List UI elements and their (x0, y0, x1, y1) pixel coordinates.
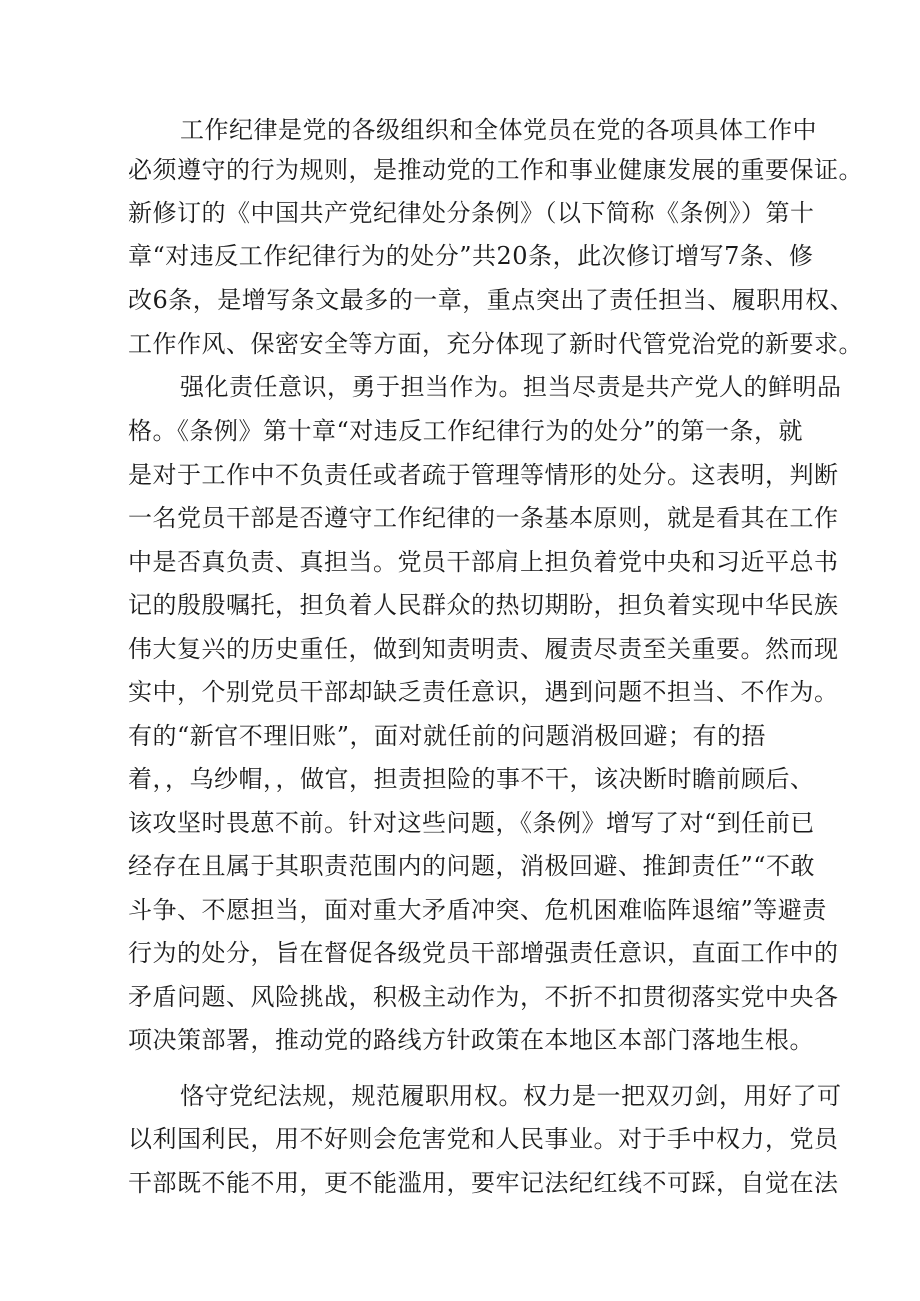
paragraph-2-line-6: 记的殷殷嘱托，担负着人民群众的热切期盼，担负着实现中华民族 (128, 591, 839, 619)
paragraph-2-line-16: 项决策部署，推动党的路线方针政策在本地区本部门落地生根。 (128, 1026, 814, 1054)
paragraph-2-line-4: 一名党员干部是否遵守工作纪律的一条基本原则，就是看其在工作 (128, 504, 839, 532)
paragraph-1-line-6: 工作作风、保密安全等方面，充分体现了新时代管党治党的新要求。 (128, 330, 863, 358)
paragraph-2-line-14: 行为的处分，旨在督促各级党员干部增强责任意识，直面工作中的 (128, 939, 839, 967)
paragraph-2-line-11: 该攻坚时畏葸不前。针对这些问题，《条例》增写了对“到任前已 (128, 809, 815, 837)
paragraph-2-line-1: 强化责任意识，勇于担当作为。担当尽责是共产党人的鲜明品 (180, 373, 842, 401)
paragraph-2-line-10: 着，，乌纱帽，，做官，担责担险的事不干，该决断时瞻前顾后、 (128, 765, 815, 793)
paragraph-1-line-2: 必须遵守的行为规则，是推动党的工作和事业健康发展的重要保证。 (128, 156, 863, 184)
paragraph-1-line-4: 章“对违反工作纪律行为的处分”共20条，此次修订增写7条、修 (128, 242, 814, 270)
paragraph-2-line-3: 是对于工作中不负责任或者疏于管理等情形的处分。这表明，判断 (128, 461, 839, 489)
paragraph-2-line-13: 斗争、不愿担当，面对重大矛盾冲突、危机困难临阵退缩”等避责 (128, 896, 827, 924)
paragraph-3-line-2: 以利国利民，用不好则会危害党和人民事业。对于手中权力，党员 (128, 1125, 839, 1153)
paragraph-1-line-5: 改6条，是增写条文最多的一章，重点突出了责任担当、履职用权、 (128, 286, 855, 314)
paragraph-2-line-5: 中是否真负责、真担当。党员干部肩上担负着党中央和习近平总书 (128, 548, 839, 576)
paragraph-2-line-15: 矛盾问题、风险挑战，积极主动作为，不折不扣贯彻落实党中央各 (128, 983, 839, 1011)
paragraph-1-line-1: 工作纪律是党的各级组织和全体党员在党的各项具体工作中 (180, 116, 817, 144)
paragraph-2-line-8: 实中，个别党员干部却缺乏责任意识，遇到问题不担当、不作为。 (128, 678, 839, 706)
paragraph-2-line-2: 格。《条例》第十章“对违反工作纪律行为的处分”的第一条，就 (128, 417, 804, 445)
paragraph-1-line-3: 新修订的《中国共产党纪律处分条例》（以下简称《条例》）第十 (128, 199, 815, 227)
paragraph-2-line-7: 伟大复兴的历史重任，做到知责明责、履责尽责至关重要。然而现 (128, 635, 839, 663)
paragraph-3-line-3: 干部既不能不用，更不能滥用，要牢记法纪红线不可踩，自觉在法 (128, 1169, 839, 1197)
paragraph-3-line-1: 恪守党纪法规，规范履职用权。权力是一把双刃剑，用好了可 (180, 1082, 842, 1110)
paragraph-2-line-9: 有的“新官不理旧账”，面对就任前的问题消极回避；有的捂 (128, 722, 767, 750)
paragraph-2-line-12: 经存在且属于其职责范围内的问题，消极回避、推卸责任”“不敢 (128, 852, 816, 880)
